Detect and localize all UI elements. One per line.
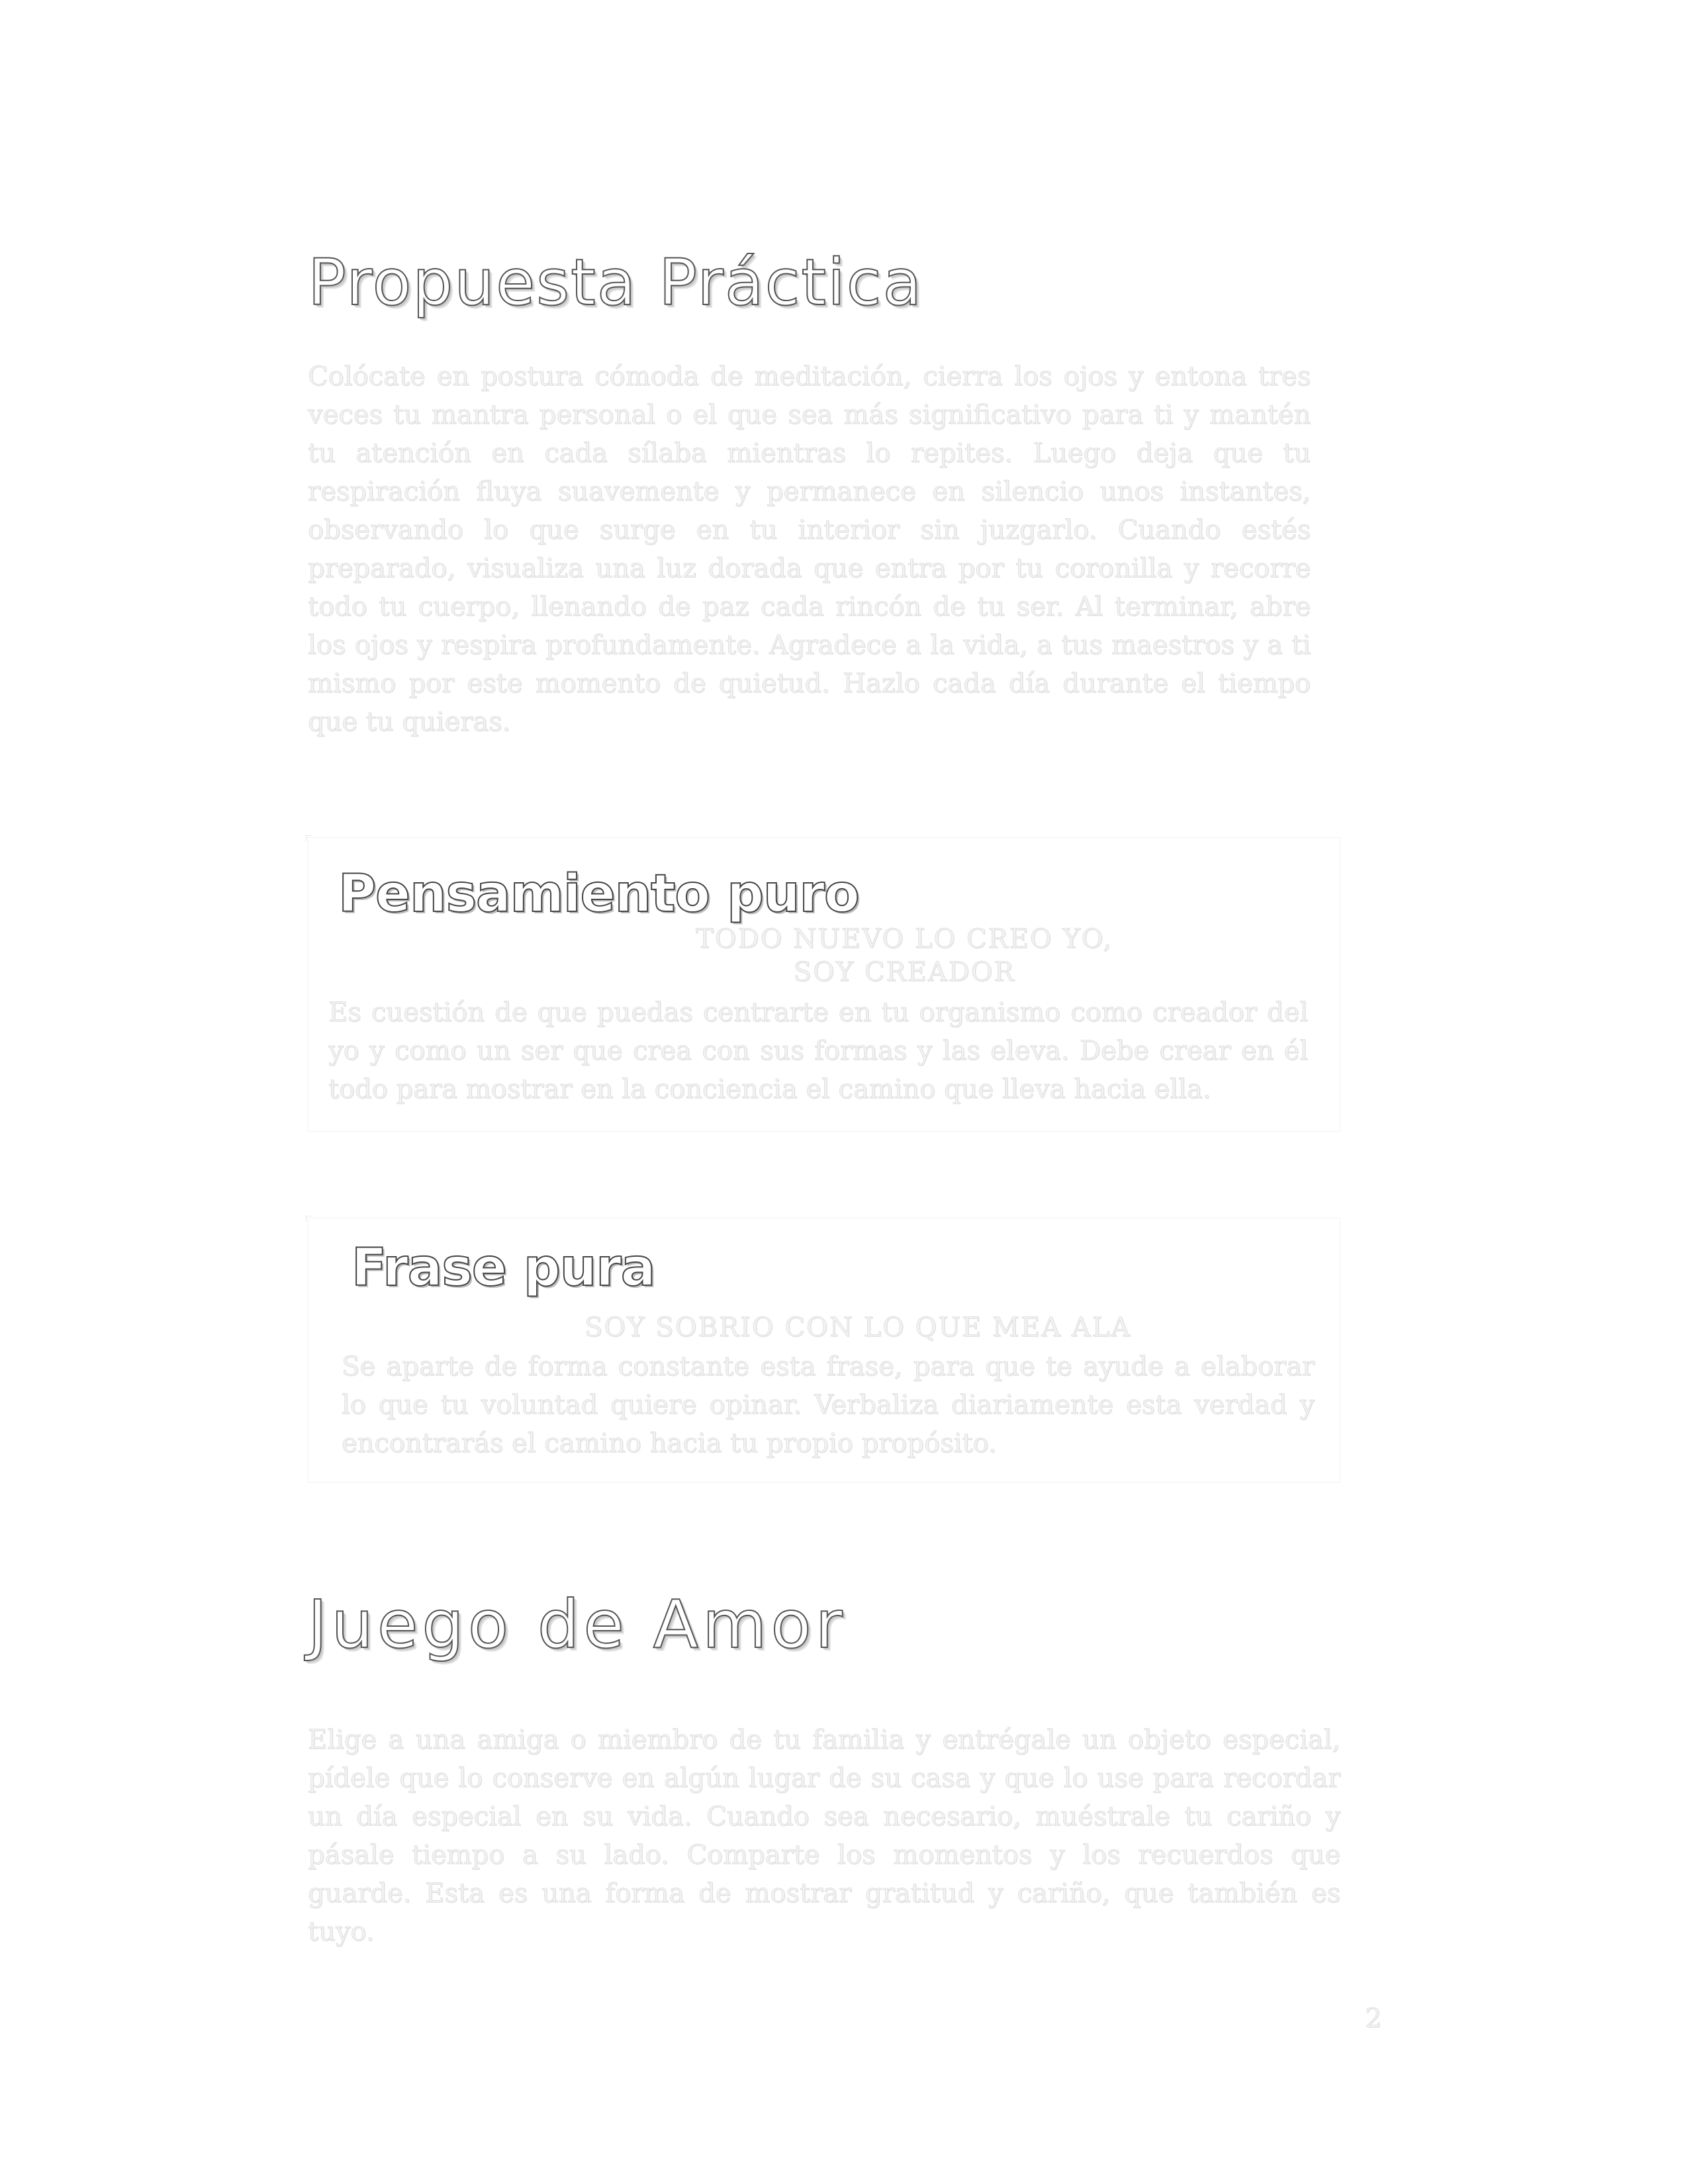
pensamiento-caps-line-1: TODO NUEVO LO CREO YO, <box>696 924 1113 954</box>
frase-pura-box <box>308 1218 1340 1482</box>
section-title-juego: Juego de Amor <box>308 1586 847 1663</box>
pensamiento-puro-title: Pensamiento puro <box>338 864 859 924</box>
frase-pura-title: Frase pura <box>352 1238 655 1298</box>
propuesta-paragraph: Colócate en postura cómoda de meditación, cierra los ojos y entona tres veces tu mantra personal o el que sea más significativo para ti y mantén tu atención en cada sílaba mientras lo repites. Luego deja que tu respiración fluya suavemente y permanece en silencio unos instantes, observando lo que surge en tu interior sin juzgarlo. Cuando estés preparado, visualiza una luz dorada que entra por tu coronilla y recorre todo tu cuerpo, llenando de paz cada rincón de tu ser. Al terminar, abre los ojos y respira profundamente. Agradece a la vida, a tus maestros y a ti mismo por este momento de quietud. Hazlo cada día durante el tiempo que tu quieras. <box>308 361 1311 737</box>
section-title-propuesta: Propuesta Práctica <box>308 246 923 320</box>
pensamiento-puro-box <box>308 837 1340 1132</box>
pensamiento-paragraph: Es cuestión de que puedas centrarte en tu organismo como creador del yo y como un ser que crea con sus formas y las eleva. Debe crear en él todo para mostrar en la conciencia el camino que lleva hacia ella. <box>328 997 1308 1105</box>
frase-paragraph: Se aparte de forma constante esta frase, para que te ayude a elaborar lo que tu voluntad quiere opinar. Verbaliza diariamente esta verdad y encontrarás el camino hacia tu propio propósito. <box>342 1351 1315 1459</box>
page-number: 2 <box>1365 2003 1382 2034</box>
corner-mark <box>306 835 312 841</box>
corner-mark <box>306 1216 312 1222</box>
pensamiento-caps-line-2: SOY CREADOR <box>793 957 1015 987</box>
frase-caps-line: SOY SOBRIO CON LO QUE MEA ALA <box>584 1312 1132 1343</box>
juego-paragraph: Elige a una amiga o miembro de tu familia y entrégale un objeto especial, pídele que lo conserve en algún lugar de su casa y que lo use para recordar un día especial en su vida. Cuando sea necesario, muéstrale tu cariño y pásale tiempo a su lado. Comparte los momentos y los recuerdos que guarde. Esta es una forma de mostrar gratitud y cariño, que también es tuyo. <box>308 1725 1340 1947</box>
